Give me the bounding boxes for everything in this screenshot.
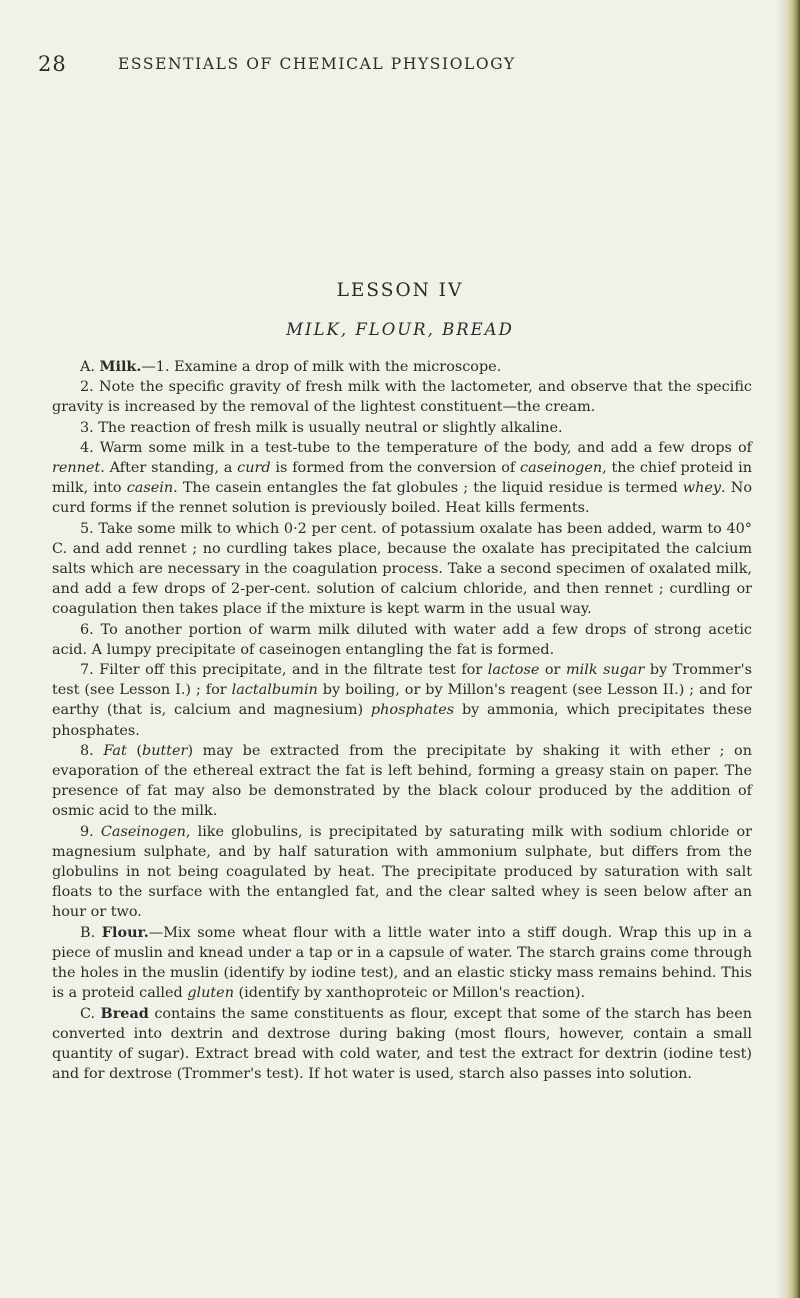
paragraph bbox=[52, 418, 752, 438]
emphasized-term: phosphates bbox=[370, 702, 455, 719]
emphasized-term: gluten bbox=[187, 985, 234, 1002]
emphasized-term: lactose bbox=[487, 662, 540, 679]
lesson-title: LESSON IV bbox=[336, 280, 464, 301]
text-run: A. bbox=[80, 359, 100, 375]
section-heading: Flour. bbox=[101, 923, 149, 941]
text-run: 2. Note the specific gravity of fresh milk with the lactometer, and observe that the specific gravity is increased by the removal of the lightest constituent—the cream. bbox=[52, 379, 752, 416]
paragraph bbox=[52, 519, 752, 620]
emphasized-term: milk sugar bbox=[565, 662, 645, 679]
text-run: C. bbox=[80, 1005, 101, 1022]
emphasized-term: lactalbumin bbox=[231, 682, 318, 699]
text-run: 5. Take some milk to which 0·2 per cent. of potassium oxalate has been added, warm to 40° C. and add rennet ; no curdling takes place, because the oxalate has precipitated the calcium salts which are necessary in the coagulation process. Take a second specimen of oxalated milk, and add a few drops of 2-per-cent. solution of calcium chloride, and then rennet ; curdling or coagulation then takes place if the mixture is kept warm in the usual way. bbox=[52, 520, 752, 618]
text-run: is formed from the conversion of bbox=[270, 460, 521, 477]
emphasized-term: caseinogen bbox=[520, 460, 603, 477]
paragraph bbox=[52, 357, 752, 377]
text-run: or bbox=[539, 662, 566, 679]
paragraph bbox=[52, 377, 752, 417]
text-run: B. bbox=[80, 924, 102, 941]
emphasized-term: Caseinogen bbox=[100, 823, 186, 840]
lesson-subtitle: MILK, FLOUR, BREAD bbox=[286, 320, 514, 339]
emphasized-term: Fat bbox=[103, 742, 127, 759]
emphasized-term: casein bbox=[126, 480, 174, 497]
text-run: ( bbox=[126, 742, 142, 759]
text-run: , like globulins, is precipitated by saturating milk with sodium chloride or magnesium sulphate, and by half saturation with ammonium sulphate, but differs from the globulins in not being coagulated by heat. The precipitate produced by saturation with salt floats to the surface with the entangled fat, and the clear salted whey is seen below after an hour or two. bbox=[52, 823, 752, 921]
page-header bbox=[0, 52, 800, 80]
text-run: ) may be extracted from the precipitate by shaking it with ether ; on evaporation of the ethereal extract the fat is left behind, forming a greasy stain on paper. The presence of fat may also be demonstrated by the black colour produced by the addition of osmic acid to the milk. bbox=[52, 742, 752, 820]
paragraph bbox=[52, 620, 752, 660]
text-run: 7. Filter off this precipitate, and in the filtrate test for bbox=[80, 662, 488, 679]
text-run: (identify by xanthoproteic or Millon's reaction). bbox=[233, 985, 586, 1002]
text-run: 6. To another portion of warm milk diluted with water add a few drops of strong acetic acid. A lumpy precipitate of caseinogen entangling the fat is formed. bbox=[52, 621, 752, 658]
text-run: . After standing, a bbox=[100, 460, 238, 477]
text-run: , the chief proteid in milk, into bbox=[52, 460, 753, 497]
section-heading: Milk. bbox=[99, 358, 142, 375]
body-text bbox=[52, 357, 752, 1084]
paragraph bbox=[52, 822, 752, 923]
emphasized-term: curd bbox=[237, 460, 271, 477]
text-run: —Mix some wheat flour with a little water into a stiff dough. Wrap this up in a piece of muslin and knead under a tap or in a capsule of water. The starch grains come through the holes in the muslin (identify by iodine test), and an elastic sticky mass remains behind. This is a proteid called bbox=[52, 924, 752, 1002]
page-number: 28 bbox=[38, 52, 67, 76]
text-run: . No curd forms if the rennet solution is previously boiled. Heat kills ferments. bbox=[52, 480, 752, 517]
emphasized-term: whey bbox=[682, 480, 722, 497]
text-run: 4. Warm some milk in a test-tube to the temperature of the body, and add a few drops of bbox=[80, 439, 752, 456]
text-run: by boiling, or by Millon's reagent (see Lesson II.) ; and for earthy (that is, calcium and magnesium) bbox=[52, 682, 752, 719]
text-run: by Trommer's test (see Lesson I.) ; for bbox=[52, 662, 752, 699]
book-spine-edge bbox=[786, 0, 800, 1298]
text-run: 9. bbox=[80, 823, 101, 840]
text-run: 3. The reaction of fresh milk is usually neutral or slightly alkaline. bbox=[80, 419, 563, 436]
paragraph bbox=[52, 660, 752, 741]
section-heading: Bread bbox=[100, 1004, 149, 1022]
emphasized-term: rennet bbox=[52, 460, 101, 477]
page-gutter-shadow bbox=[776, 0, 786, 1298]
paragraph bbox=[52, 741, 752, 822]
paragraph bbox=[52, 923, 752, 1004]
paragraph bbox=[52, 438, 752, 519]
text-run: —1. Examine a drop of milk with the microscope. bbox=[141, 359, 502, 375]
text-run: by ammonia, which precipitates these phosphates. bbox=[52, 702, 753, 739]
text-run: 8. bbox=[80, 742, 104, 759]
paragraph bbox=[52, 1004, 752, 1085]
emphasized-term: butter bbox=[141, 742, 188, 759]
text-run: contains the same constituents as flour, except that some of the starch has been converted into dextrin and dextrose during baking (most flours, however, contain a small quantity of sugar). Extract bread with cold water, and test the extract for dextrin (iodine test) and for dextrose (Trommer's test). If hot water is used, starch also passes into solution. bbox=[52, 1005, 752, 1083]
running-title: ESSENTIALS OF CHEMICAL PHYSIOLOGY bbox=[118, 55, 516, 73]
text-run: . The casein entangles the fat globules ; the liquid residue is termed bbox=[173, 480, 683, 497]
